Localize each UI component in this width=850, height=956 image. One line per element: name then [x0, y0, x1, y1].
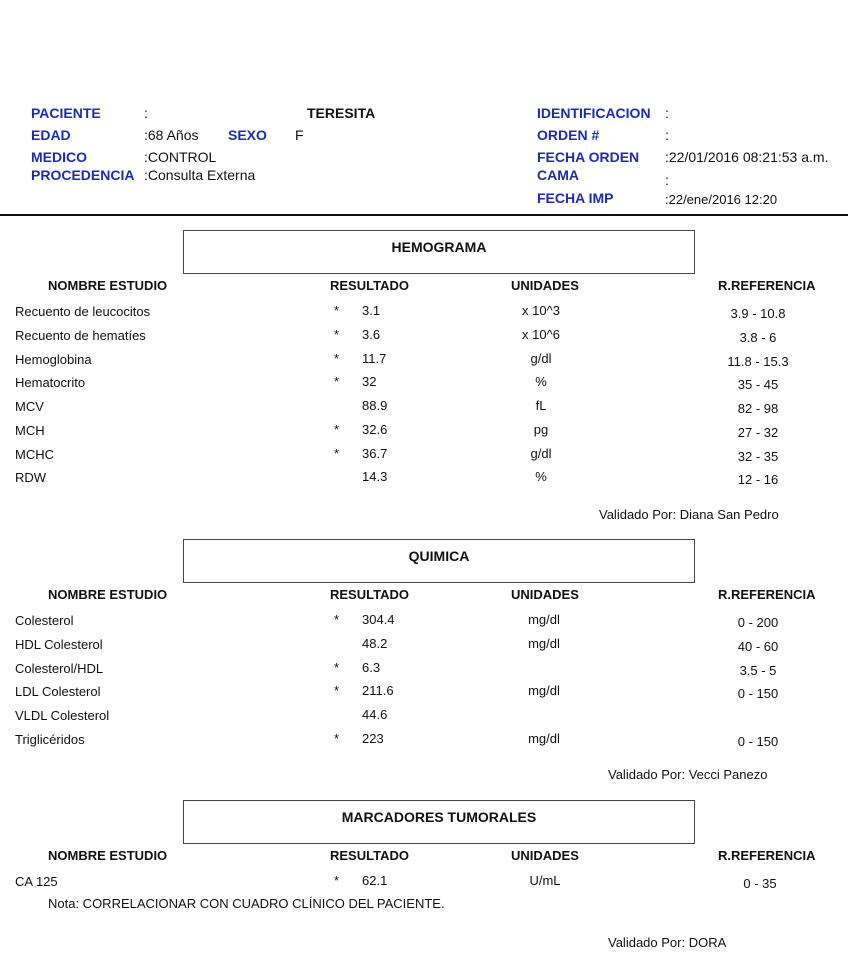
abnormal-flag: *	[334, 303, 340, 318]
study-reference: 35 - 45	[737, 377, 779, 392]
study-reference: 3.5 - 5	[739, 663, 777, 678]
study-name: MCV	[15, 399, 44, 414]
abnormal-flag: *	[334, 683, 340, 698]
abnormal-flag: *	[334, 422, 340, 437]
study-result: 14.3	[362, 469, 388, 484]
study-unit: g/dl	[530, 446, 552, 461]
section-title: MARCADORES TUMORALES	[341, 809, 537, 825]
study-name: MCHC	[15, 447, 54, 462]
col-header-unidades: UNIDADES	[511, 587, 579, 602]
study-unit: x 10^6	[522, 327, 560, 342]
study-unit: mg/dl	[528, 683, 560, 698]
study-name: Triglicéridos	[15, 732, 85, 747]
study-name: RDW	[15, 470, 47, 485]
abnormal-flag: *	[334, 873, 340, 888]
study-result: 36.7	[362, 446, 388, 461]
study-unit: mg/dl	[528, 636, 560, 651]
identificacion-label: IDENTIFICACION	[537, 105, 651, 121]
study-name: MCH	[15, 423, 45, 438]
study-reference: 0 - 200	[737, 615, 779, 630]
abnormal-flag: *	[334, 731, 340, 746]
abnormal-flag: *	[334, 351, 340, 366]
abnormal-flag: *	[334, 612, 340, 627]
study-result: 3.6	[362, 327, 381, 342]
abnormal-flag: *	[334, 446, 340, 461]
study-reference: 12 - 16	[737, 472, 779, 487]
study-reference: 0 - 150	[737, 734, 779, 749]
study-result: 48.2	[362, 636, 388, 651]
edad-value: :68 Años	[144, 127, 199, 143]
study-name: Recuento de hematíes	[15, 328, 146, 343]
study-result: 3.1	[362, 303, 381, 318]
section-title: HEMOGRAMA	[391, 239, 487, 255]
fecha-orden-value: :22/01/2016 08:21:53 a.m.	[665, 149, 829, 165]
study-reference: 82 - 98	[737, 401, 779, 416]
study-name: Colesterol	[15, 613, 74, 628]
study-name: Colesterol/HDL	[15, 661, 104, 676]
study-reference: 40 - 60	[737, 639, 779, 654]
study-result: 62.1	[362, 873, 388, 888]
study-unit: pg	[533, 422, 549, 437]
col-header-unidades: UNIDADES	[511, 848, 579, 863]
study-unit: x 10^3	[522, 303, 560, 318]
medico-value: :CONTROL	[144, 149, 217, 165]
header-divider	[0, 214, 848, 216]
col-header-nombre: NOMBRE ESTUDIO	[48, 278, 168, 293]
section-title-box	[183, 230, 695, 274]
study-unit: U/mL	[529, 873, 561, 888]
study-reference: 27 - 32	[737, 425, 779, 440]
sexo-value: F	[295, 127, 304, 143]
study-name: Recuento de leucocitos	[15, 304, 151, 319]
study-reference: 0 - 150	[737, 686, 779, 701]
study-name: CA 125	[15, 874, 58, 889]
fecha-imp-value: :22/ene/2016 12:20	[665, 192, 778, 207]
study-result: 44.6	[362, 707, 388, 722]
sexo-label: SEXO	[228, 127, 267, 143]
study-result: 88.9	[362, 398, 388, 413]
paciente-label: PACIENTE	[31, 105, 101, 121]
orden-label: ORDEN #	[537, 127, 600, 143]
abnormal-flag: *	[334, 660, 340, 675]
edad-label: EDAD	[31, 127, 71, 143]
col-header-nombre: NOMBRE ESTUDIO	[48, 848, 168, 863]
abnormal-flag: *	[334, 374, 340, 389]
study-result: 32	[362, 374, 377, 389]
study-unit: mg/dl	[528, 612, 560, 627]
study-reference: 32 - 35	[737, 449, 779, 464]
study-name: VLDL Colesterol	[15, 708, 110, 723]
study-unit: %	[535, 374, 547, 389]
section-title-box	[183, 800, 695, 844]
section-title: QUIMICA	[408, 548, 470, 564]
section-title-box	[183, 539, 695, 583]
validated-by: Validado Por: Diana San Pedro	[599, 507, 779, 522]
study-result: 223	[362, 731, 384, 746]
study-result: 211.6	[362, 683, 394, 698]
study-unit: fL	[535, 398, 547, 413]
col-header-referencia: R.REFERENCIA	[718, 278, 816, 293]
study-result: 32.6	[362, 422, 388, 437]
identificacion-value: :	[665, 105, 669, 121]
study-reference: 3.9 - 10.8	[730, 306, 786, 321]
study-name: Hematocrito	[15, 375, 86, 390]
clinical-note: Nota: CORRELACIONAR CON CUADRO CLÍNICO DEL PACIENTE.	[48, 896, 445, 911]
col-header-resultado: RESULTADO	[330, 587, 409, 602]
paciente-separator: :	[144, 105, 148, 121]
study-unit: %	[535, 469, 547, 484]
study-unit: g/dl	[530, 351, 552, 366]
medico-label: MEDICO	[31, 149, 87, 165]
cama-label: CAMA	[537, 167, 579, 183]
orden-value: :	[665, 127, 669, 143]
study-result: 6.3	[362, 660, 381, 675]
study-result: 304.4	[362, 612, 395, 627]
abnormal-flag: *	[334, 327, 340, 342]
study-reference: 11.8 - 15.3	[727, 354, 789, 369]
procedencia-label: PROCEDENCIA	[31, 167, 135, 183]
validated-by: Validado Por: DORA	[608, 935, 727, 950]
col-header-referencia: R.REFERENCIA	[718, 587, 816, 602]
validated-by: Validado Por: Vecci Panezo	[608, 767, 768, 782]
study-reference: 3.8 - 6	[739, 330, 777, 345]
study-result: 11.7	[362, 351, 387, 366]
col-header-referencia: R.REFERENCIA	[718, 848, 816, 863]
procedencia-value: :Consulta Externa	[144, 167, 256, 183]
cama-value: :	[665, 172, 669, 188]
col-header-unidades: UNIDADES	[511, 278, 579, 293]
paciente-value: TERESITA	[307, 105, 376, 121]
col-header-nombre: NOMBRE ESTUDIO	[48, 587, 168, 602]
study-name: LDL Colesterol	[15, 684, 101, 699]
study-reference: 0 - 35	[743, 876, 777, 891]
study-unit: mg/dl	[528, 731, 560, 746]
fecha-imp-label: FECHA IMP	[537, 190, 614, 206]
col-header-resultado: RESULTADO	[330, 278, 409, 293]
study-name: HDL Colesterol	[15, 637, 103, 652]
fecha-orden-label: FECHA ORDEN	[537, 149, 640, 165]
study-name: Hemoglobina	[15, 352, 92, 367]
col-header-resultado: RESULTADO	[330, 848, 409, 863]
